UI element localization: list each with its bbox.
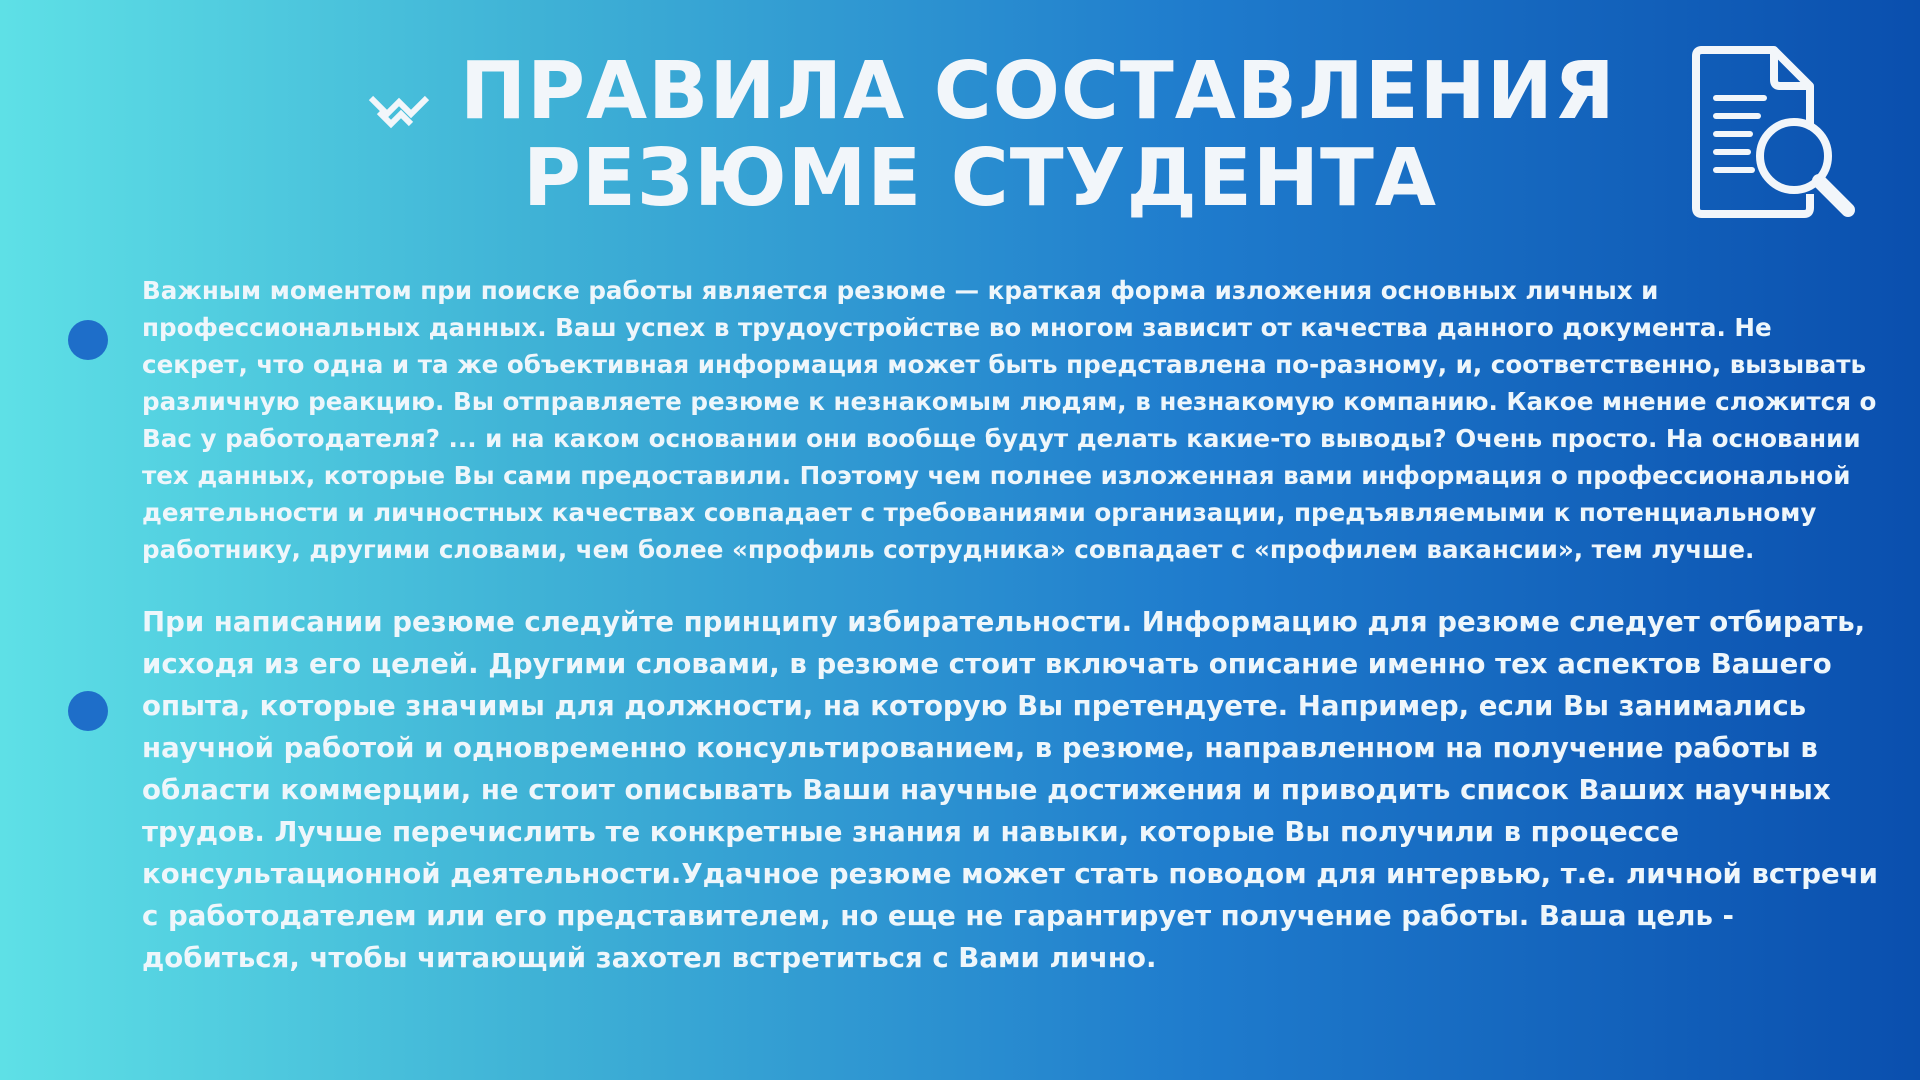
- bullet-2: [68, 691, 108, 731]
- bullet-1: [68, 320, 108, 360]
- paragraph-2: При написании резюме следуйте принципу избирательности. Информацию для резюме следует отбирать, исходя из его целей. Другими словами, в резюме стоит включать описание именно тех аспектов Вашего опыта, которые значимы для должности, на которую Вы претендуете. Например, если Вы занимались научной работой и одновременно консультированием, в резюме, направленном на получение работы в области коммерции, не стоит описывать Ваши научные достижения и приводить список Ваших научных трудов. Лучше перечислить те конкретные знания и навыки, которые Вы получили в процессе консультационной деятельности.Удачное резюме может стать поводом для интервью, т.е. личной встречи с работодателем или его представителем, но еще не гарантирует получение работы. Ваша цель - добиться, чтобы читающий захотел встретиться с Вами лично.: [142, 605, 1879, 974]
- paragraph-1: Важным моментом при поиске работы является резюме — краткая форма изложения основных личных и профессиональных данных. Ваш успех в трудоустройстве во многом зависит от качества данного документа. Не секрет, что одна и та же объективная информация может быть представлена по-разному, и, соответственно, вызывать различную реакцию. Вы отправляете резюме к незнакомым людям, в незнакомую компанию. Какое мнение сложится о Вас у работодателя? ... и на каком основании они вообще будут делать какие-то выводы? Очень просто. На основании тех данных, которые Вы сами предоставили. Поэтому чем полнее изложенная вами информация о профессиональной деятельности и личностных качествах совпадает с требованиями организации, предъявляемыми к потенциальному работнику, другими словами, чем более «профиль сотрудника» совпадает с «профилем вакансии», тем лучше.: [142, 276, 1877, 564]
- page-title: [460, 45, 1616, 224]
- document-search-icon: [1688, 44, 1860, 220]
- zigzag-logo-icon: [367, 90, 431, 130]
- title-line-1: ПРАВИЛА СОСТАВЛЕНИЯ: [460, 45, 1616, 137]
- title-line-2: РЕЗЮМЕ СТУДЕНТА: [522, 132, 1438, 224]
